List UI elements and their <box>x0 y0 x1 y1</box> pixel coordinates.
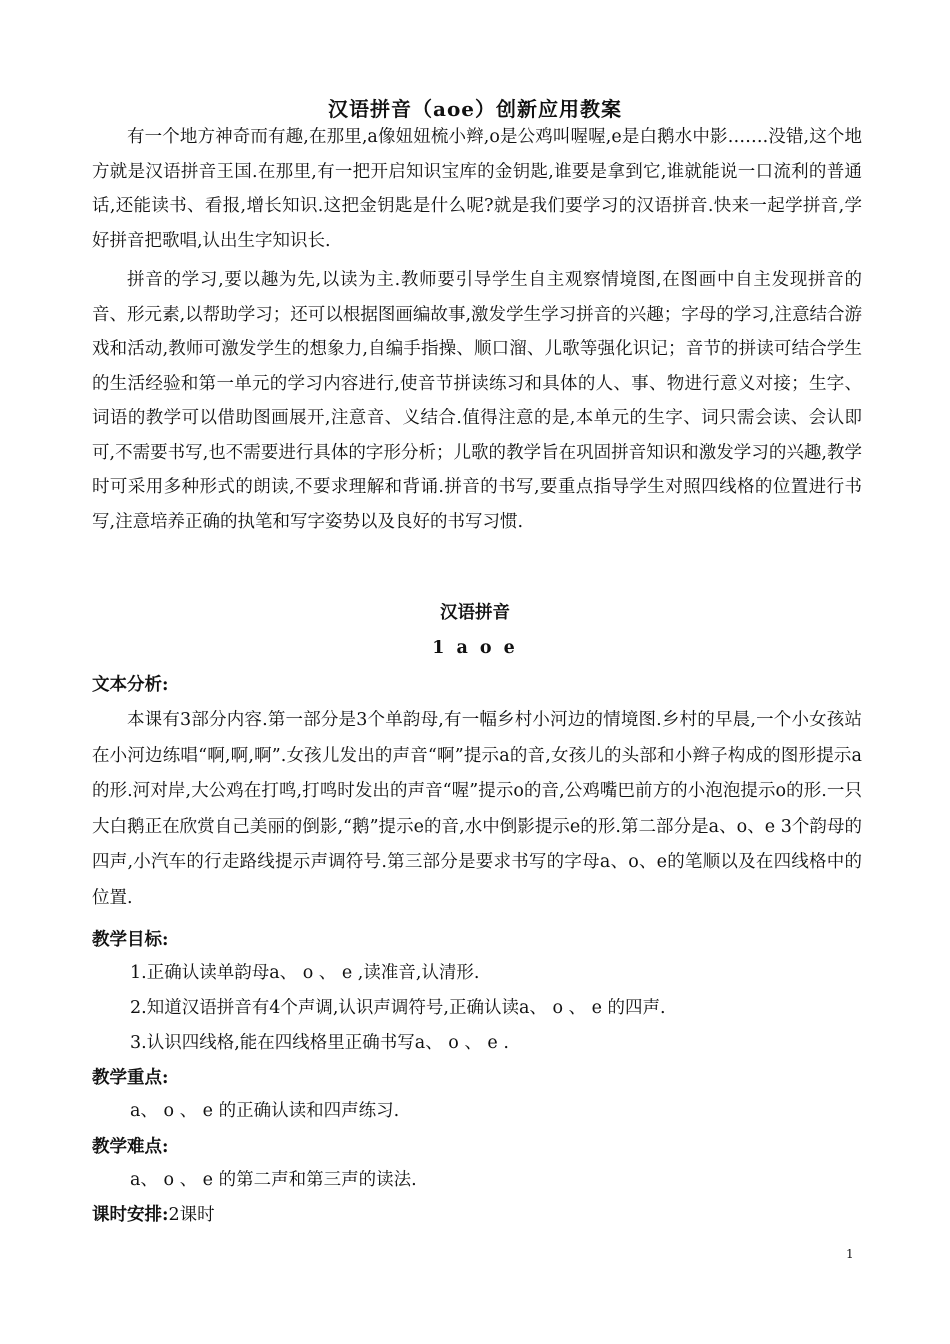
objective-item-2: 2.知道汉语拼音有4个声调,认识声调符号,正确认读a、 o 、 e 的四声. <box>130 998 666 1018</box>
document-title: 汉语拼音（aoe）创新应用教案 <box>327 97 623 121</box>
intro-paragraph-2: 拼音的学习,要以趣为先,以读为主.教师要引导学生自主观察情境图,在图画中自主发现拼音的音、形元素,以帮助学习；还可以根据图画编故事,激发学生学习拼音的兴趣；字母的学习,注意结合游戏和活动,教师可激发学生的想象力,自编手指操、顺口溜、儿歌等强化识记；音节的拼读可结合学生的生活经验和第一单元的学习内容进行,使音节拼读练习和具体的人、事、物进行意义对接；生字、词语的教学可以借助图画展开,注意音、义结合.值得注意的是,本单元的生字、词只需会读、会认即可,不需要书写,也不需要进行具体的字形分析；儿歌的教学旨在巩固拼音知识和激发学习的兴趣,教学时可采用多种形式的朗读,不要求理解和背诵.拼音的书写,要重点指导学生对照四线格的位置进行书写,注意培养正确的执笔和写字姿势以及良好的书写习惯. <box>92 270 862 532</box>
key-points-body: a、 o 、 e 的正确认读和四声练习. <box>130 1101 400 1121</box>
text-analysis-body: 本课有3部分内容.第一部分是3个单韵母,有一幅乡村小河边的情境图.乡村的早晨,一个小女孩站在小河边练唱“啊,啊,啊”.女孩儿发出的声音“啊”提示a的音,女孩儿的头部和小辫子构成的图形提示a的形.河对岸,大公鸡在打鸣,打鸣时发出的声音“喔”提示o的音,公鸡嘴巴前方的小泡泡提示o的形.一只大白鹅正在欣赏自己美丽的倒影,“鹅”提示e的音,水中倒影提示e的形.第二部分是a、o、e 3个韵母的四声,小汽车的行走路线提示声调符号.第三部分是要求书写的字母a、o、e的笔顺以及在四线格中的位置. <box>92 710 862 908</box>
section-title: 汉语拼音 <box>440 603 510 623</box>
intro-paragraph-1: 有一个地方神奇而有趣,在那里,a像妞妞梳小辫,o是公鸡叫喔喔,e是白鹅水中影…….没错,这个地方就是汉语拼音王国.在那里,有一把开启知识宝库的金钥匙,谁要是拿到它,谁就能说一口流利的普通话,还能读书、看报,增长知识.这把金钥匙是什么呢?就是我们要学习的汉语拼音.快来一起学拼音,学好拼音把歌唱,认出生字知识长. <box>92 127 862 251</box>
difficulties-body: a、 o 、 e 的第二声和第三声的读法. <box>130 1170 417 1190</box>
text-analysis-heading: 文本分析: <box>92 675 169 695</box>
class-hours-value: 2课时 <box>168 1205 215 1225</box>
class-hours-line <box>92 1200 215 1230</box>
objective-item-1: 1.正确认读单韵母a、 o 、 e ,读准音,认清形. <box>130 963 480 983</box>
difficulties-heading: 教学难点: <box>92 1137 169 1157</box>
lesson-title: 1 a o e <box>432 638 518 658</box>
page-number: 1 <box>846 1247 854 1261</box>
objectives-heading: 教学目标: <box>92 930 169 950</box>
objective-item-3: 3.认识四线格,能在四线格里正确书写a、 o 、 e . <box>130 1033 509 1053</box>
key-points-heading: 教学重点: <box>92 1068 169 1088</box>
class-hours-heading: 课时安排: <box>92 1205 169 1225</box>
